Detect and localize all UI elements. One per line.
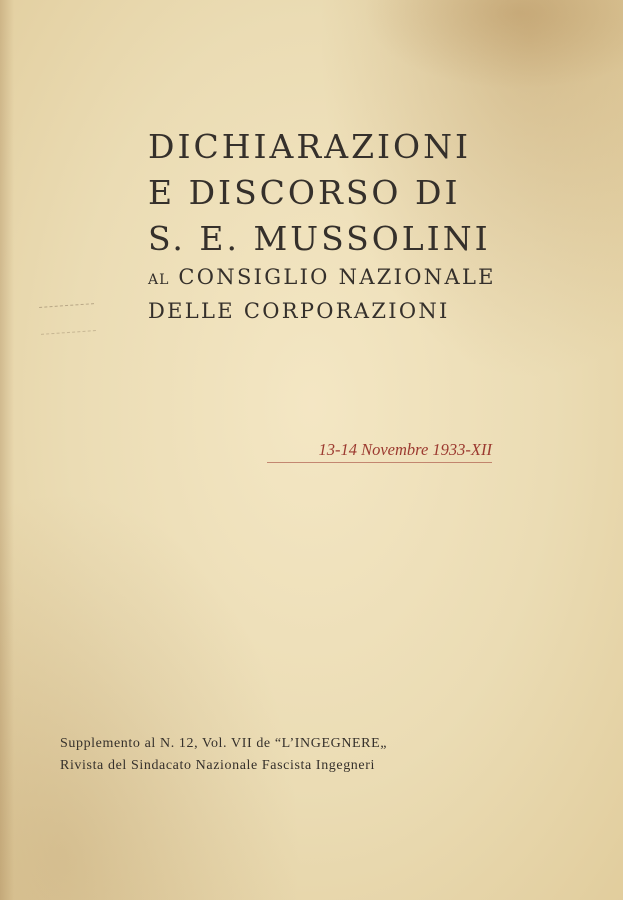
title-line-1: DICHIARAZIONI <box>148 127 471 166</box>
title-line-3: S. E. MUSSOLINI <box>148 219 491 258</box>
cover-footer <box>60 733 505 777</box>
title-line-4 <box>148 262 496 296</box>
paper-stain <box>363 0 623 90</box>
cover-title <box>148 124 496 327</box>
paper-edge-shadow <box>0 0 14 900</box>
title-line-2: E DISCORSO DI <box>148 173 461 212</box>
footer-line-2: Rivista del Sindacato Nazionale Fascista Ingegneri <box>60 758 375 773</box>
title-line-4-prefix: AL <box>148 272 170 288</box>
title-line-4-main: CONSIGLIO NAZIONALE <box>178 265 496 289</box>
footer-line-1: Supplemento al N. 12, Vol. VII de “L’INGEGNERE„ <box>60 736 388 751</box>
paper-crease <box>39 303 96 335</box>
title-line-5: DELLE CORPORAZIONI <box>148 299 450 323</box>
cover-date: 13-14 Novembre 1933-XII <box>267 440 492 463</box>
